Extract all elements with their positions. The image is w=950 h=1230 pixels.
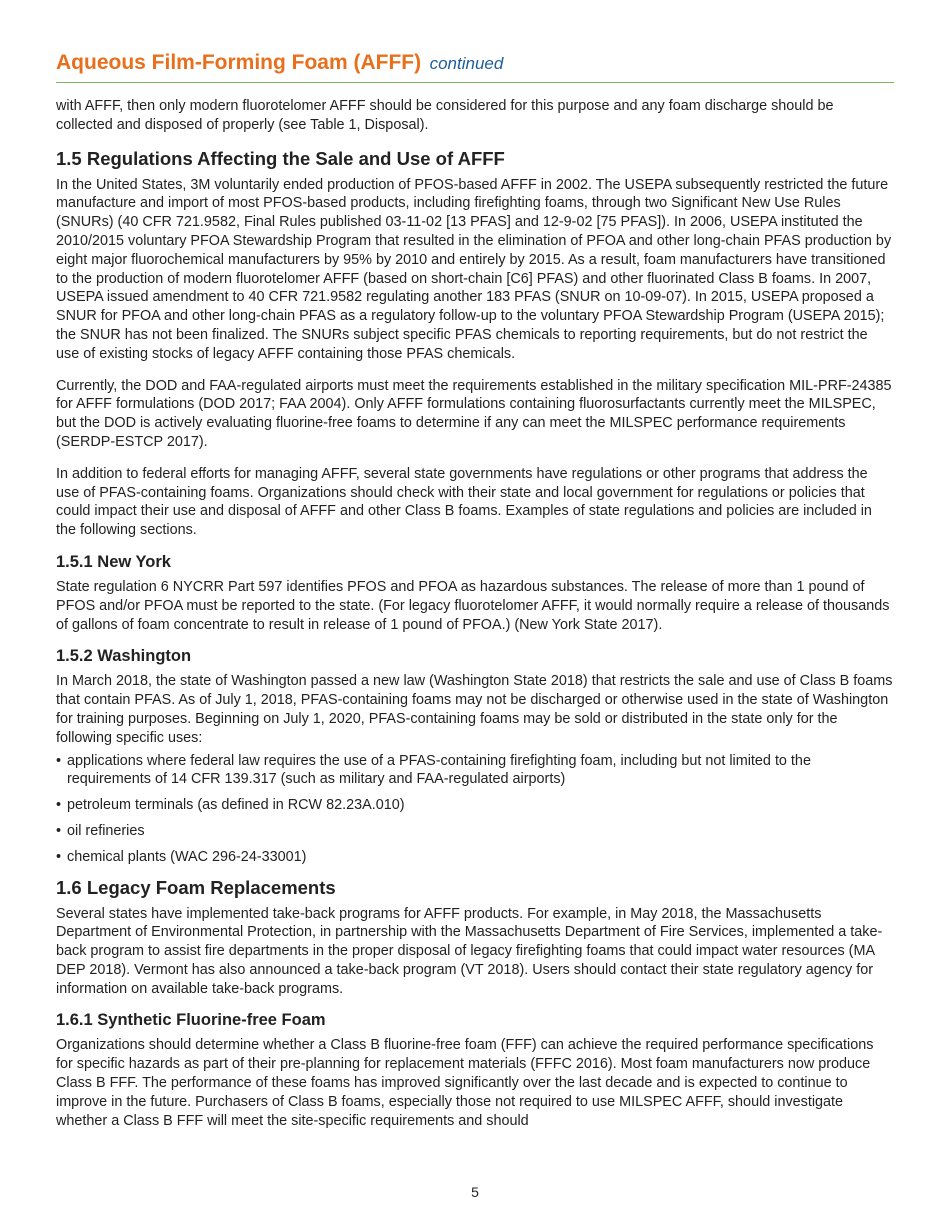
section-1-5-heading: 1.5 Regulations Affecting the Sale and Use of AFFF: [56, 147, 505, 169]
section-1-6-heading: 1.6 Legacy Foam Replacements: [56, 876, 336, 898]
header-title: Aqueous Film-Forming Foam (AFFF): [56, 51, 422, 74]
section-1-5-paragraph-3: In addition to federal efforts for managing AFFF, several state governments have regulations or other programs that address the use of PFAS-containing foams. Organizations should check with their state and local government for regulations or policies that could impact their use and disposal of AFFF and other Class B foams. Examples of state regulations and policies are included in the following sections.: [56, 465, 872, 539]
list-item: • chemical plants (WAC 296-24-33001): [56, 848, 894, 867]
section-1-5-1-paragraph: State regulation 6 NYCRR Part 597 identifies PFOS and PFOA as hazardous substances. The release of more than 1 pound of PFOS and/or PFOA must be reported to the state. (For legacy fluorotelomer AFFF, it would normally require a release of thousands of gallons of foam concentrate to result in release of 1 pound of PFOA.) (New York State 2017).: [56, 578, 890, 633]
section-1-5-2-heading: 1.5.2 Washington: [56, 647, 192, 666]
list-item: • applications where federal law requires the use of a PFAS-containing firefighting foam, including but not limited to the requirements of 14 CFR 139.317 (such as military and FAA-regulated airports): [56, 752, 894, 790]
section-1-5-2-paragraph: In March 2018, the state of Washington passed a new law (Washington State 2018) that restricts the sale and use of Class B foams that contain PFAS. As of July 1, 2018, PFAS-containing foams may not be discharged or otherwise used in the state of Washington for training purposes. Beginning on July 1, 2020, PFAS-containing foams may be sold or distributed in the state only for the following specific uses:: [56, 673, 893, 746]
header-continued: continued: [429, 54, 504, 73]
intro-paragraph: with AFFF, then only modern fluorotelomer AFFF should be considered for this purpose and any foam discharge should be collected and disposed of properly (see Table 1, Disposal).: [56, 98, 834, 133]
section-1-5-paragraph-1: In the United States, 3M voluntarily ended production of PFOS-based AFFF in 2002. The USEPA subsequently restricted the future manufacture and import of most PFOS-based products, including firefighting foams, through two Significant New Use Rules (SNURs) (40 CFR 721.9582, Final Rules published 03-11-02 [13 PFAS] and 12-9-02 [75 PFAS]). In 2006, USEPA instituted the 2010/2015 voluntary PFOA Stewardship Program that resulted in the elimination of PFOA and other long-chain PFAS production by eight major fluorochemical manufacturers by 95% by 2010 and entirely by 2015. As a result, foam manufacturers have transitioned to the production of modern fluorotelomer AFFF (based on short-chain [C6] PFAS) and other fluorinated Class B foams. In 2007, USEPA issued amendment to 40 CFR 721.9582 regulating another 183 PFAS (SNUR on 10-09-07). In 2015, USEPA proposed a SNUR for PFOA and other long-chain PFAS as a regulatory follow-up to the voluntary PFOA Stewardship Program (USEPA 2015); the SNUR has not been finalized. The SNURs subject specific PFAS chemicals to reporting requirements, but do not restrict the use of existing stocks of legacy AFFF containing those PFAS chemicals.: [56, 176, 892, 362]
washington-uses-list: [56, 752, 894, 867]
list-item: • petroleum terminals (as defined in RCW 82.23A.010): [56, 796, 894, 815]
document-page: [56, 0, 894, 1130]
page-number: 5: [471, 1184, 479, 1200]
running-header: [56, 50, 894, 83]
section-1-5-1-heading: 1.5.1 New York: [56, 552, 171, 571]
section-1-6-1-heading: 1.6.1 Synthetic Fluorine-free Foam: [56, 1011, 326, 1030]
section-1-6-paragraph: Several states have implemented take-back programs for AFFF products. For example, in May 2018, the Massachusetts Department of Environmental Protection, in partnership with the Massachusetts Department of Fire Services, implemented a take-back program to assist fire departments in the proper disposal of legacy firefighting foams that could impact water resources (MA DEP 2018). Vermont has also announced a take-back program (VT 2018). Users should contact their state regulatory agency for information on available take-back programs.: [56, 905, 883, 997]
section-1-5-paragraph-2: Currently, the DOD and FAA-regulated airports must meet the requirements established in the military specification MIL-PRF-24385 for AFFF formulations (DOD 2017; FAA 2004). Only AFFF formulations containing fluorosurfactants currently meet the MILSPEC, but the DOD is actively evaluating fluorine-free foams to determine if any can meet the MILSPEC performance requirements (SERDP-ESTCP 2017).: [56, 377, 892, 450]
list-item: • oil refineries: [56, 822, 894, 841]
section-1-6-1-paragraph: Organizations should determine whether a Class B fluorine-free foam (FFF) can achieve the required performance specifications for specific hazards as part of their pre-planning for replacement materials (FFFC 2016). Most foam manufacturers now produce Class B FFF. The performance of these foams has improved significantly over the last decade and is expected to continue to improve in the future. Purchasers of Class B foams, especially those not required to use MILSPEC AFFF, should investigate whether a Class B FFF will meet the site-specific requirements and should: [56, 1037, 874, 1129]
